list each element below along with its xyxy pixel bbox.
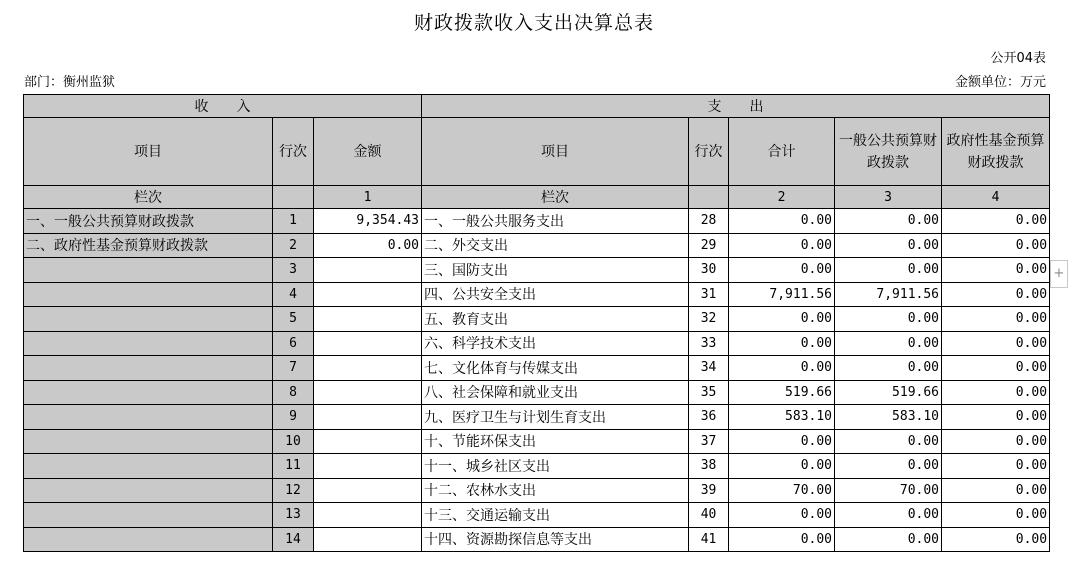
expense-total-cell: 0.00 [729,258,835,283]
expense-line-no-cell: 38 [689,454,729,479]
amount-unit-label: 金额单位：万元 [954,75,1046,90]
general-budget-cell: 0.00 [835,454,942,479]
expense-line-no-cell: 33 [689,331,729,356]
general-budget-cell: 519.66 [835,380,942,405]
income-item-cell [24,527,273,552]
gov-fund-cell: 0.00 [942,429,1050,454]
income-item-cell [24,258,273,283]
report-title: 财政拨款收入支出决算总表 [413,12,654,34]
income-line-no-cell: 3 [273,258,314,283]
income-item-cell [24,356,273,381]
expense-total-cell: 7,911.56 [729,282,835,307]
add-column-icon[interactable]: + [1050,260,1068,288]
total-header: 合计 [729,118,835,186]
col-index-4: 4 [942,186,1050,209]
income-amount-cell [314,429,422,454]
general-budget-cell: 0.00 [835,258,942,283]
income-line-no-cell: 2 [273,233,314,258]
expense-item-header: 项目 [422,118,689,186]
income-line-no-cell: 12 [273,478,314,503]
expense-total-cell: 0.00 [729,454,835,479]
expense-total-cell: 0.00 [729,356,835,381]
income-item-cell: 一、一般公共预算财政拨款 [24,209,273,234]
general-budget-cell: 583.10 [835,405,942,430]
gov-fund-cell: 0.00 [942,478,1050,503]
income-amount-cell [314,307,422,332]
expense-item-cell: 十一、城乡社区支出 [422,454,689,479]
col-index-1: 1 [314,186,422,209]
gov-fund-cell: 0.00 [942,307,1050,332]
general-budget-cell: 0.00 [835,356,942,381]
general-budget-header: 一般公共预算财政拨款 [835,118,942,186]
table-row [24,356,1050,381]
income-amount-cell [314,503,422,528]
general-budget-cell: 0.00 [835,331,942,356]
table-row [24,282,1050,307]
expense-total-cell: 0.00 [729,527,835,552]
expense-item-cell: 十、节能环保支出 [422,429,689,454]
gov-fund-header: 政府性基金预算财政拨款 [942,118,1050,186]
gov-fund-cell: 0.00 [942,527,1050,552]
income-item-cell: 二、政府性基金预算财政拨款 [24,233,273,258]
gov-fund-cell: 0.00 [942,233,1050,258]
expense-line-no-cell: 31 [689,282,729,307]
expense-line-no-cell: 29 [689,233,729,258]
table-row [24,527,1050,552]
income-item-cell [24,478,273,503]
income-line-no-cell: 6 [273,331,314,356]
table-row [24,429,1050,454]
income-amount-cell [314,380,422,405]
income-item-cell [24,405,273,430]
income-line-no-cell: 11 [273,454,314,479]
general-budget-cell: 0.00 [835,307,942,332]
table-row [24,478,1050,503]
expense-line-no-cell: 41 [689,527,729,552]
expense-item-cell: 九、医疗卫生与计划生育支出 [422,405,689,430]
expense-total-cell: 0.00 [729,209,835,234]
general-budget-cell: 0.00 [835,209,942,234]
income-item-cell [24,282,273,307]
section-header-row [24,95,1050,118]
table-row [24,233,1050,258]
income-amount-cell [314,478,422,503]
col-index-2: 2 [729,186,835,209]
expense-total-cell: 0.00 [729,233,835,258]
expense-item-cell: 七、文化体育与传媒支出 [422,356,689,381]
income-line-no-cell: 14 [273,527,314,552]
expense-line-no-cell: 35 [689,380,729,405]
table-row [24,380,1050,405]
expense-section-header: 支 出 [422,95,1050,118]
expense-total-cell: 0.00 [729,307,835,332]
expense-item-cell: 一、一般公共服务支出 [422,209,689,234]
general-budget-cell: 7,911.56 [835,282,942,307]
expense-total-cell: 70.00 [729,478,835,503]
expense-item-cell: 三、国防支出 [422,258,689,283]
income-amount-header: 金额 [314,118,422,186]
income-item-header: 项目 [24,118,273,186]
expense-line-no-cell: 28 [689,209,729,234]
table-row [24,209,1050,234]
income-amount-cell: 9,354.43 [314,209,422,234]
income-line-no-cell: 7 [273,356,314,381]
gov-fund-cell: 0.00 [942,258,1050,283]
col-label-right: 栏次 [422,186,689,209]
column-header-row [24,118,1050,186]
table-row [24,331,1050,356]
expense-line-no-cell: 40 [689,503,729,528]
income-item-cell [24,454,273,479]
expense-line-no-header: 行次 [689,118,729,186]
income-item-cell [24,503,273,528]
table-row [24,307,1050,332]
table-row [24,454,1050,479]
table-row [24,503,1050,528]
expense-item-cell: 六、科学技术支出 [422,331,689,356]
income-line-no-cell: 4 [273,282,314,307]
income-line-no-cell: 8 [273,380,314,405]
general-budget-cell: 0.00 [835,429,942,454]
col-label-left: 栏次 [24,186,273,209]
expense-item-cell: 十四、资源勘探信息等支出 [422,527,689,552]
income-line-no-cell: 10 [273,429,314,454]
gov-fund-cell: 0.00 [942,331,1050,356]
gov-fund-cell: 0.00 [942,356,1050,381]
general-budget-cell: 0.00 [835,503,942,528]
gov-fund-cell: 0.00 [942,282,1050,307]
income-line-no-cell: 13 [273,503,314,528]
income-amount-cell [314,331,422,356]
expense-line-no-cell: 37 [689,429,729,454]
income-line-no-cell: 1 [273,209,314,234]
gov-fund-cell: 0.00 [942,380,1050,405]
expense-total-cell: 519.66 [729,380,835,405]
income-amount-cell [314,356,422,381]
income-item-cell [24,331,273,356]
income-section-header: 收 入 [24,95,422,118]
income-item-cell [24,307,273,332]
expense-line-no-cell: 34 [689,356,729,381]
income-item-cell [24,429,273,454]
expense-item-cell: 四、公共安全支出 [422,282,689,307]
expense-total-cell: 0.00 [729,331,835,356]
general-budget-cell: 0.00 [835,527,942,552]
income-amount-cell: 0.00 [314,233,422,258]
expense-line-no-cell: 36 [689,405,729,430]
income-amount-cell [314,258,422,283]
table-row [24,258,1050,283]
expense-total-cell: 583.10 [729,405,835,430]
col-index-blank [689,186,729,209]
income-item-cell [24,380,273,405]
income-line-no-header: 行次 [273,118,314,186]
col-index-blank [273,186,314,209]
gov-fund-cell: 0.00 [942,503,1050,528]
gov-fund-cell: 0.00 [942,454,1050,479]
income-amount-cell [314,454,422,479]
table-row [24,405,1050,430]
department-label: 部门：衡州监狱 [24,75,116,90]
income-amount-cell [314,527,422,552]
income-amount-cell [314,405,422,430]
income-amount-cell [314,282,422,307]
income-line-no-cell: 9 [273,405,314,430]
expense-line-no-cell: 32 [689,307,729,332]
gov-fund-cell: 0.00 [942,405,1050,430]
general-budget-cell: 0.00 [835,233,942,258]
expense-item-cell: 二、外交支出 [422,233,689,258]
expense-total-cell: 0.00 [729,429,835,454]
income-line-no-cell: 5 [273,307,314,332]
col-index-3: 3 [835,186,942,209]
general-budget-cell: 70.00 [835,478,942,503]
expense-total-cell: 0.00 [729,503,835,528]
form-number: 公开04表 [990,51,1046,66]
expense-line-no-cell: 39 [689,478,729,503]
budget-summary-table [23,94,1050,552]
expense-line-no-cell: 30 [689,258,729,283]
expense-item-cell: 十二、农林水支出 [422,478,689,503]
expense-item-cell: 十三、交通运输支出 [422,503,689,528]
gov-fund-cell: 0.00 [942,209,1050,234]
expense-item-cell: 八、社会保障和就业支出 [422,380,689,405]
expense-item-cell: 五、教育支出 [422,307,689,332]
column-index-row [24,186,1050,209]
